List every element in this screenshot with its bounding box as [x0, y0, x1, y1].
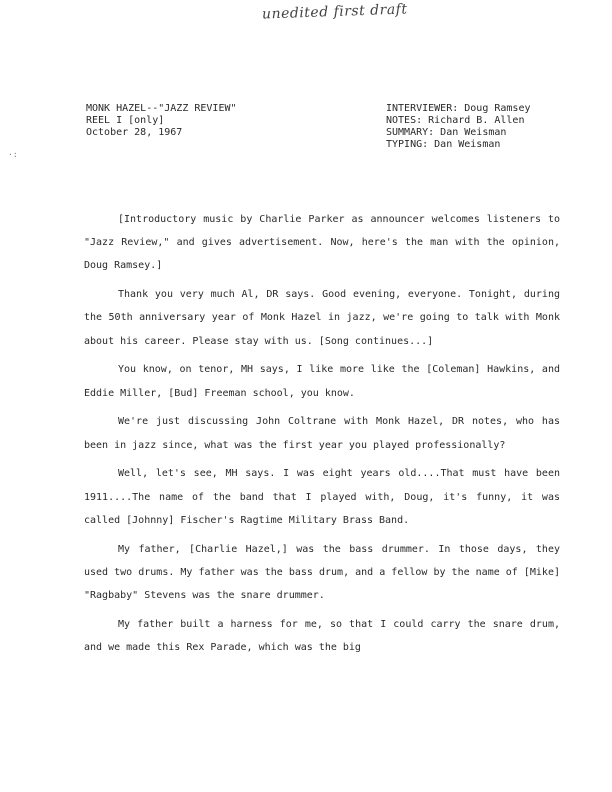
header-typing: TYPING: Dan Weisman — [386, 139, 501, 150]
handwritten-note: unedited first draft — [261, 1, 408, 23]
header-interviewer: INTERVIEWER: Doug Ramsey — [386, 103, 531, 114]
paragraph: My father, [Charlie Hazel,] was the bass drummer. In those days, they used two drums. My father was the bass drum, and a fellow by the name of [Mike] "Ragbaby" Stevens was the snare drummer. — [84, 543, 560, 602]
transcript-body — [84, 208, 560, 665]
paragraph: We're just discussing John Coltrane with Monk Hazel, DR notes, who has been in jazz since, what was the first year you played professionally? — [84, 416, 560, 451]
header-notes: NOTES: Richard B. Allen — [386, 115, 525, 126]
header-title: MONK HAZEL--"JAZZ REVIEW" — [86, 103, 237, 114]
paragraph: [Introductory music by Charlie Parker as announcer welcomes listeners to "Jazz Review," and gives advertisement. Now, here's the man with the opinion, Doug Ramsey.] — [84, 214, 560, 272]
paragraph: You know, on tenor, MH says, I like more like the [Coleman] Hawkins, and Eddie Miller, [Bud] Freeman school, you know. — [84, 364, 560, 399]
header-left — [86, 103, 237, 139]
header-date: October 28, 1967 — [86, 127, 183, 138]
scan-speck: ·: — [8, 150, 18, 159]
header-right — [386, 103, 531, 151]
paragraph: Thank you very much Al, DR says. Good evening, everyone. Tonight, during the 50th anniversary year of Monk Hazel in jazz, we're going to talk with Monk about his career. Please stay with us. [Song continues...] — [84, 289, 560, 347]
paragraph: My father built a harness for me, so that I could carry the snare drum, and we made this Rex Parade, which was the big — [84, 618, 560, 654]
header-summary: SUMMARY: Dan Weisman — [386, 127, 507, 138]
paragraph: Well, let's see, MH says. I was eight years old....That must have been 1911....The name of the band that I played with, Doug, it's funny, it was called [Johnny] Fischer's Ragtime Military Brass Band. — [84, 468, 560, 526]
header-reel: REEL I [only] — [86, 115, 165, 126]
